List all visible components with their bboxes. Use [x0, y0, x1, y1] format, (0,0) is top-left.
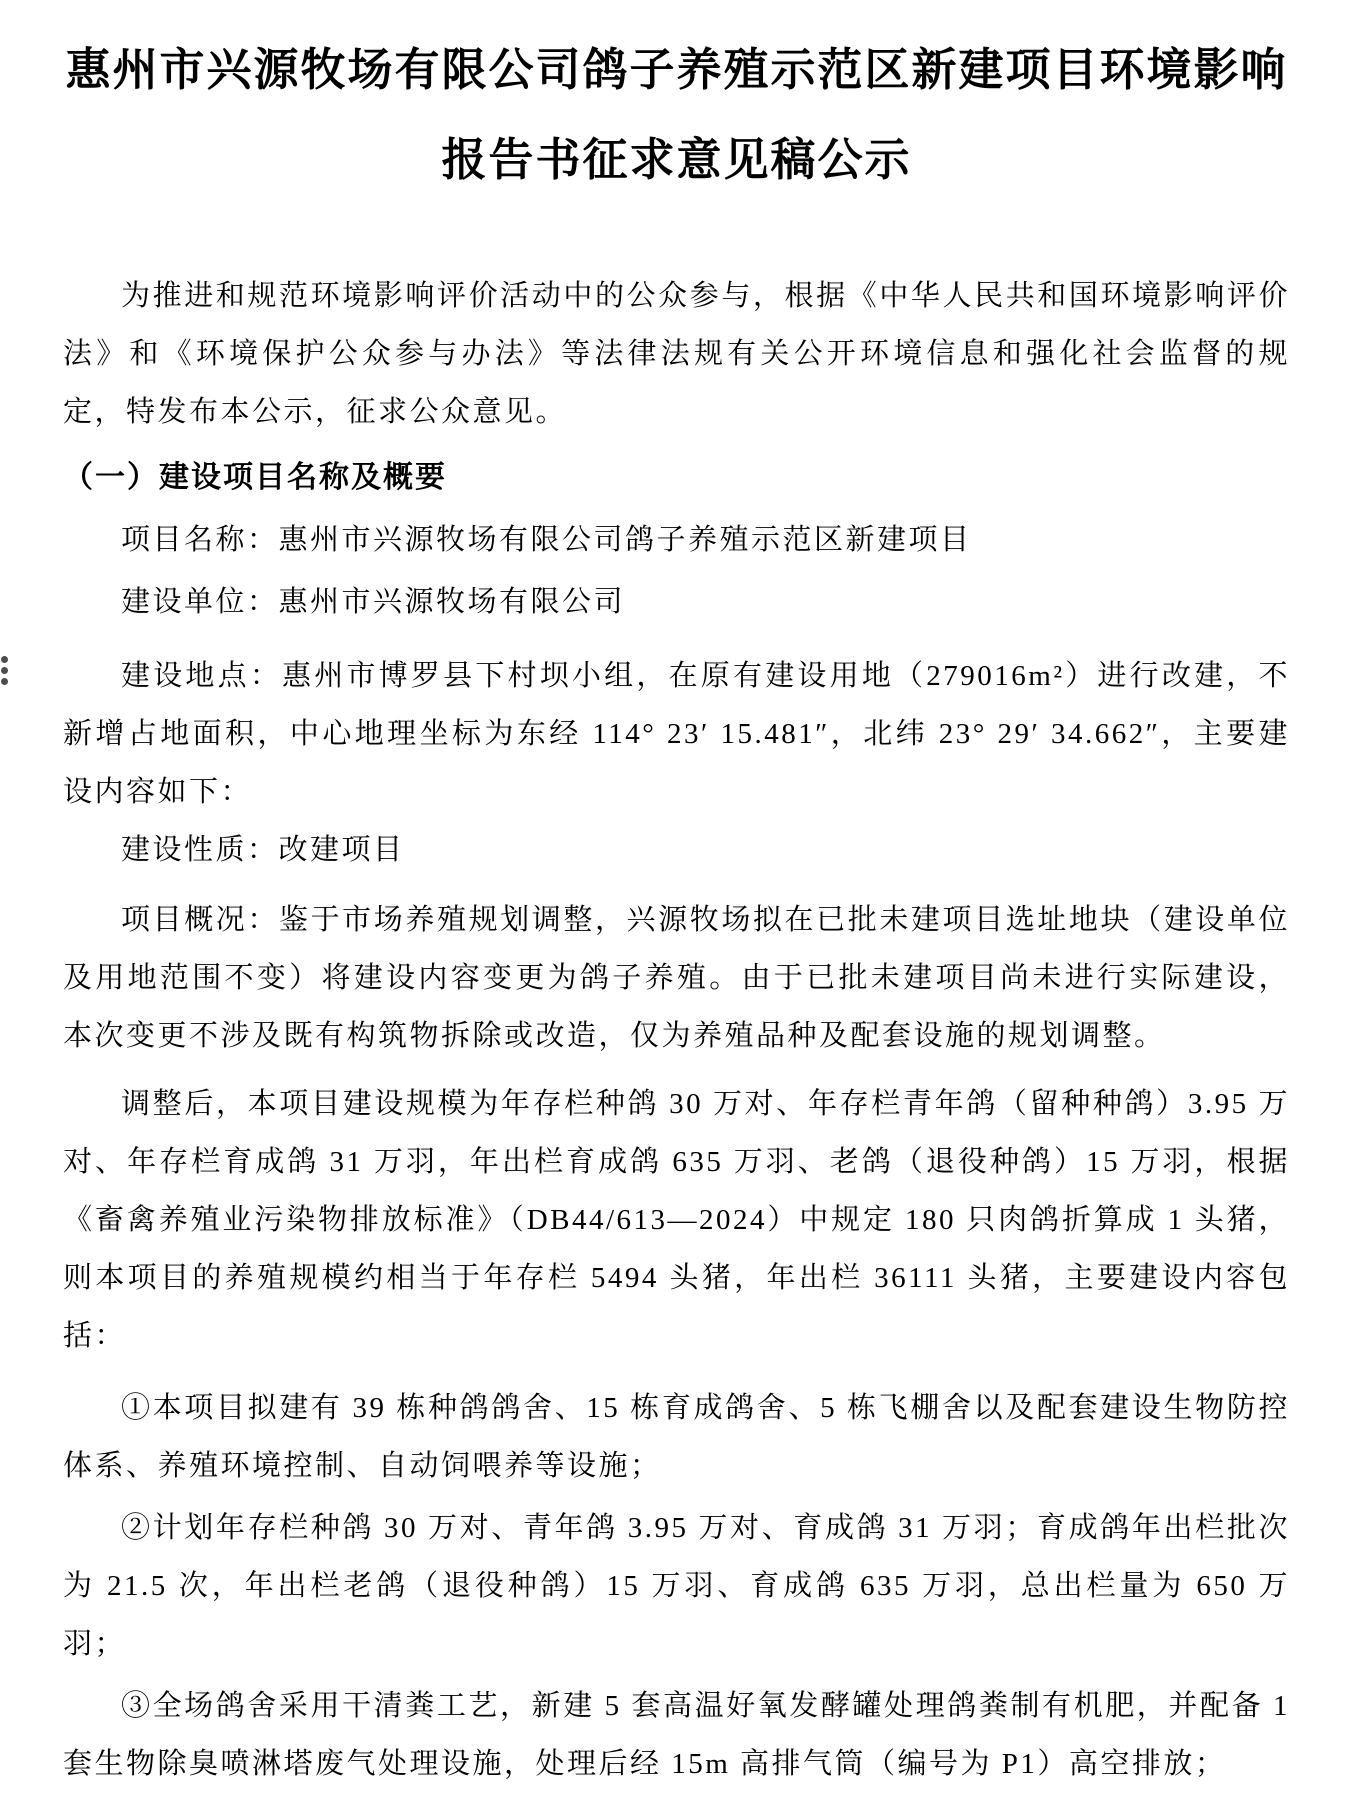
paragraph-intro: 为推进和规范环境影响评价活动中的公众参与，根据《中华人民共和国环境影响评价法》和《环境保护公众参与办法》等法律法规有关公开环境信息和强化社会监督的规定，特发布本公示，征求公众意见。: [63, 280, 1290, 428]
paragraph-item-1: ①本项目拟建有 39 栋种鸽鸽舍、15 栋育成鸽舍、5 栋飞棚舍以及配套建设生物防控体系、养殖环境控制、自动饲喂养等设施；: [63, 1392, 1290, 1482]
handle-dot: [1, 667, 8, 674]
paragraph-item-2: ②计划年存栏种鸽 30 万对、青年鸽 3.95 万对、育成鸽 31 万羽；育成鸽年出栏批次为 21.5 次，年出栏老鸽（退役种鸽）15 万羽、育成鸽 635 万羽，总出栏量为 650 万羽；: [63, 1512, 1290, 1660]
paragraph-project-scale: 调整后，本项目建设规模为年存栏种鸽 30 万对、年存栏青年鸽（留种种鸽）3.95 万对、年存栏育成鸽 31 万羽，年出栏育成鸽 635 万羽、老鸽（退役种鸽）15 万羽，根据《畜禽养殖业污染物排放标准》（DB44/613—2024）中规定 180 只肉鸽折算成 1 头猪，则本项目的养殖规模约相当于年存栏 5494 头猪，年出栏 36111 头猪，主要建设内容包括：: [63, 1088, 1290, 1352]
margin-drag-handle-icon[interactable]: [1, 656, 11, 689]
handle-dot: [1, 678, 8, 685]
paragraph-construction-location: 建设地点：惠州市博罗县下村坝小组，在原有建设用地（279016m²）进行改建，不新增占地面积，中心地理坐标为东经 114° 23′ 15.481″，北纬 23° 29′ 34.662″，主要建设内容如下：: [63, 660, 1290, 808]
paragraph-project-name: 项目名称：惠州市兴源牧场有限公司鸽子养殖示范区新建项目: [121, 524, 972, 556]
document-title-line-2: 报告书征求意见稿公示: [441, 134, 912, 185]
section-heading-1: （一）建设项目名称及概要: [63, 461, 447, 494]
paragraph-item-3: ③全场鸽舍采用干清粪工艺，新建 5 套高温好氧发酵罐处理鸽粪制有机肥，并配备 1 套生物除臭喷淋塔废气处理设施，处理后经 15m 高排气筒（编号为 P1）高空排放；: [63, 1690, 1290, 1780]
document-title: [63, 25, 1290, 205]
handle-dot: [1, 656, 8, 663]
paragraph-project-overview: 项目概况：鉴于市场养殖规划调整，兴源牧场拟在已批未建项目选址地块（建设单位及用地范围不变）将建设内容变更为鸽子养殖。由于已批未建项目尚未进行实际建设，本次变更不涉及既有构筑物拆除或改造，仅为养殖品种及配套设施的规划调整。: [63, 904, 1290, 1052]
paragraph-construction-unit: 建设单位：惠州市兴源牧场有限公司: [121, 586, 626, 618]
paragraph-construction-nature: 建设性质：改建项目: [121, 834, 405, 866]
document-title-line-1: 惠州市兴源牧场有限公司鸽子养殖示范区新建项目环境影响: [65, 44, 1288, 95]
